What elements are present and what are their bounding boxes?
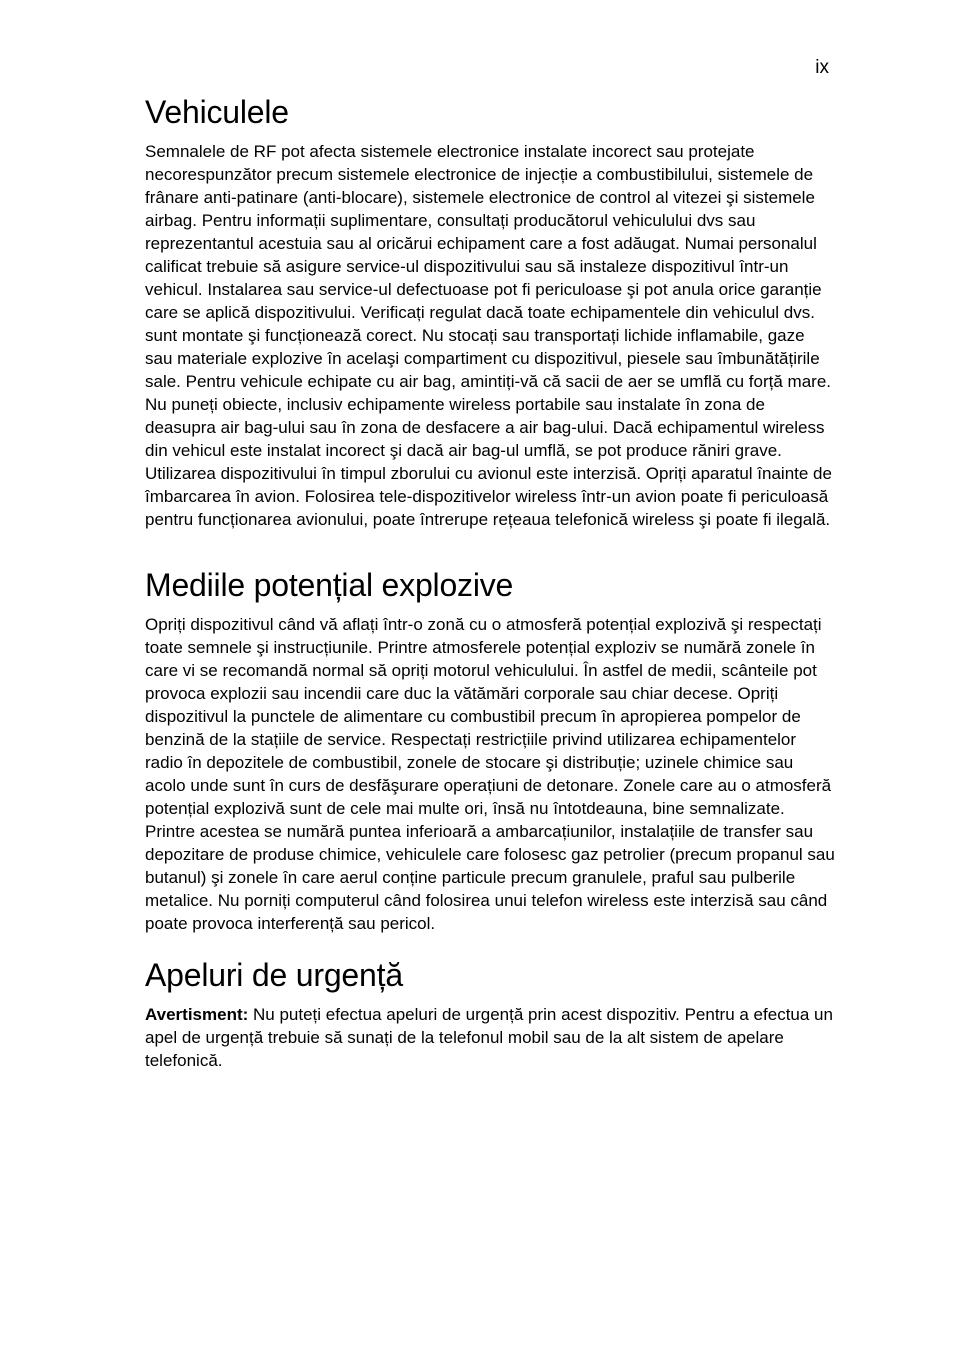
section-emergency-calls: [145, 955, 835, 1072]
section-heading: Mediile potențial explozive: [145, 567, 514, 603]
section-heading: Vehiculele: [145, 94, 289, 130]
page-number: ix: [815, 57, 829, 78]
warning-text: Nu puteți efectua apeluri de urgență prin acest dispozitiv. Pentru a efectua un apel de urgență trebuie să sunați de la telefonul mobil sau de la alt sistem de apelare telefonică.: [145, 1005, 833, 1070]
section-paragraph: Semnalele de RF pot afecta sistemele electronice instalate incorect sau protejate necorespunzător precum sistemele electronice de injecție a combustibilului, sistemele de frânare anti-patinare (anti-blocare), sistemele electronice de control al vitezei şi sistemele airbag. Pentru informații suplimentare, consultați producătorul vehiculului dvs sau reprezentantul acestuia sau al oricărui echipament care a fost adăugat. Numai personalul calificat trebuie să asigure service-ul dispozitivului sau să instaleze dispozitivul într-un vehicul. Instalarea sau service-ul defectuoase pot fi periculoase şi pot anula orice garanție care se aplică dispozitivului. Verificați regulat dacă toate echipamentele din vehiculul dvs. sunt montate şi funcționează corect. Nu stocați sau transportați lichide inflamabile, gaze sau materiale explozive în acelaşi compartiment cu dispozitivul, piesele sau îmbunătățirile sale. Pentru vehicule echipate cu air bag, amintiți-vă că sacii de aer se umflă cu forță mare. Nu puneți obiecte, inclusiv echipamente wireless portabile sau instalate în zona de deasupra air bag-ului sau în zona de desfacere a air bag-ului. Dacă echipamentul wireless din vehicul este instalat incorect şi dacă air bag-ul umflă, se pot produce răniri grave. Utilizarea dispozitivului în timpul zborului cu avionul este interzisă. Opriți aparatul înainte de îmbarcarea în avion. Folosirea tele-dispozitivelor wireless într-un avion poate fi periculoasă pentru funcționarea avionului, poate întrerupe rețeaua telefonică wireless şi poate fi ilegală.: [145, 142, 832, 529]
warning-label: Avertisment:: [145, 1005, 249, 1024]
section-heading: Apeluri de urgență: [145, 957, 403, 993]
warning-paragraph: [145, 1003, 835, 1072]
section-paragraph: Opriți dispozitivul când vă aflați într-o zonă cu o atmosferă potențial explozivă şi respectați toate semnele şi instrucțiunile. Printre atmosferele potențial exploziv se numără zonele în care vi se recomandă normal să opriți motorul vehiculului. În astfel de medii, scânteile pot provoca explozii sau incendii care duc la vătămări corporale sau chiar decese. Opriți dispozitivul la punctele de alimentare cu combustibil precum în apropierea pompelor de benzină de la stațiile de service. Respectați restricțiile privind utilizarea echipamentelor radio în depozitele de combustibil, zonele de stocare şi distribuție; uzinele chimice sau acolo unde sunt în curs de desfăşurare operațiuni de detonare. Zonele care au o atmosferă potențial explozivă sunt de cele mai multe ori, însă nu întotdeauna, bine semnalizate. Printre acestea se numără puntea inferioară a ambarcațiunilor, instalațiile de transfer sau depozitare de produse chimice, vehiculele care folosesc gaz petrolier (precum propanul sau butanul) şi zonele în care aerul conține particule precum granulele, praful sau pulberile metalice. Nu porniți computerul când folosirea unui telefon wireless este interzisă sau când poate provoca interferență sau pericol.: [145, 615, 835, 933]
section-explosive-environments: [145, 565, 835, 935]
section-vehicles: [145, 92, 835, 531]
page-content: [145, 92, 835, 1072]
